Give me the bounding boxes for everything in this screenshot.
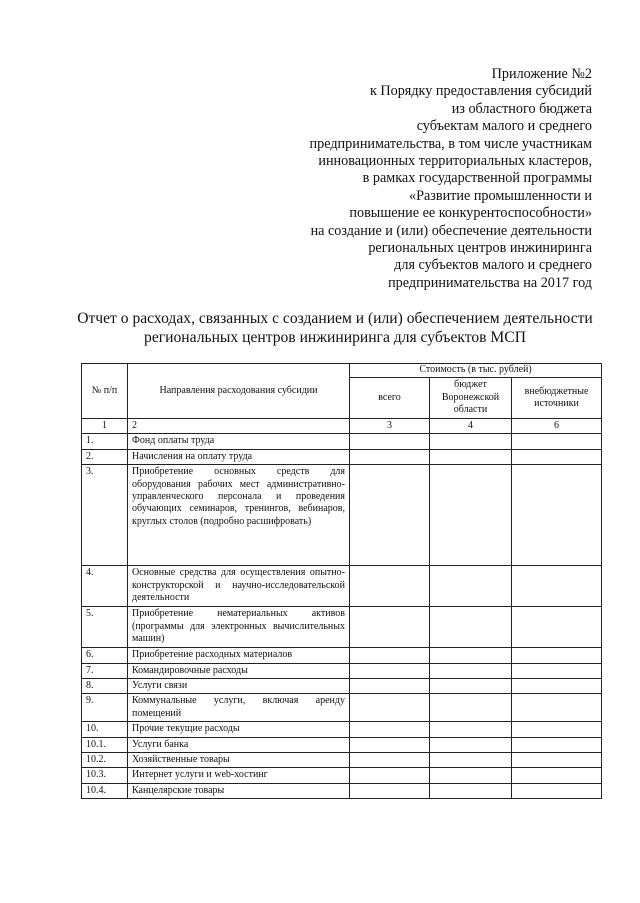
- appendix-line: на создание и (или) обеспечение деятельности: [310, 222, 592, 239]
- appendix-line: инновационных территориальных кластеров,: [318, 153, 592, 170]
- row-number: 5.: [82, 607, 128, 648]
- cell-offbudget: [512, 722, 602, 737]
- column-number: 2: [128, 419, 350, 434]
- row-number: 10.2.: [82, 753, 128, 768]
- row-number: 10.3.: [82, 768, 128, 783]
- table-row: [82, 607, 602, 648]
- column-number: 3: [350, 419, 430, 434]
- row-number: 6.: [82, 648, 128, 663]
- row-direction: Командировочные расходы: [128, 663, 350, 678]
- report-title: [70, 309, 600, 347]
- cell-offbudget: [512, 648, 602, 663]
- cell-budget: [430, 566, 512, 607]
- cell-budget: [430, 679, 512, 694]
- cell-total: [350, 663, 430, 678]
- appendix-line: «Развитие промышленности и: [409, 187, 592, 204]
- cell-total: [350, 465, 430, 566]
- cell-total: [350, 783, 430, 798]
- cell-total: [350, 753, 430, 768]
- row-number: 10.: [82, 722, 128, 737]
- table-row: [82, 449, 602, 464]
- appendix-header: [252, 66, 592, 292]
- header-num: № п/п: [82, 364, 128, 419]
- cell-total: [350, 648, 430, 663]
- row-direction: Канцелярские товары: [128, 783, 350, 798]
- row-direction: Приобретение основных средств для оборудования рабочих мест административно-управленческого персонала и проведения обучающих семинаров, тренингов, вебинаров, круглых столов (подробно расшифровать): [128, 465, 350, 566]
- row-direction: Интернет услуги и web-хостинг: [128, 768, 350, 783]
- cell-budget: [430, 768, 512, 783]
- cell-offbudget: [512, 694, 602, 722]
- row-direction: Прочие текущие расходы: [128, 722, 350, 737]
- header-budget: бюджет Воронежской области: [430, 378, 512, 419]
- cell-budget: [430, 663, 512, 678]
- table-row: [82, 722, 602, 737]
- expense-report-table: [81, 363, 602, 799]
- appendix-line: к Порядку предоставления субсидий: [369, 83, 592, 100]
- row-direction: Коммунальные услуги, включая аренду помещений: [128, 694, 350, 722]
- cell-offbudget: [512, 434, 602, 449]
- cell-offbudget: [512, 566, 602, 607]
- cell-offbudget: [512, 449, 602, 464]
- table-row: [82, 566, 602, 607]
- cell-total: [350, 679, 430, 694]
- cell-offbudget: [512, 753, 602, 768]
- row-number: 1.: [82, 434, 128, 449]
- cell-budget: [430, 694, 512, 722]
- appendix-line: предпринимательства, в том числе участникам: [309, 135, 592, 152]
- cell-total: [350, 434, 430, 449]
- cell-offbudget: [512, 768, 602, 783]
- row-direction: Приобретение нематериальных активов (программы для электронных вычислительных машин): [128, 607, 350, 648]
- row-direction: Хозяйственные товары: [128, 753, 350, 768]
- cell-budget: [430, 737, 512, 752]
- row-number: 2.: [82, 449, 128, 464]
- cell-offbudget: [512, 737, 602, 752]
- column-number: 6: [512, 419, 602, 434]
- table-row: [82, 768, 602, 783]
- cell-offbudget: [512, 783, 602, 798]
- header-direction: Направления расходования субсидии: [128, 364, 350, 419]
- cell-offbudget: [512, 607, 602, 648]
- appendix-line: для субъектов малого и среднего: [394, 257, 592, 274]
- cell-total: [350, 566, 430, 607]
- cell-total: [350, 768, 430, 783]
- row-number: 8.: [82, 679, 128, 694]
- cell-budget: [430, 753, 512, 768]
- appendix-line: Приложение №2: [491, 66, 592, 82]
- cell-budget: [430, 783, 512, 798]
- table-row: [82, 679, 602, 694]
- table-row: [82, 648, 602, 663]
- cell-budget: [430, 648, 512, 663]
- column-number-row: [82, 419, 602, 434]
- row-direction: Услуги банка: [128, 737, 350, 752]
- appendix-line: повышение ее конкурентоспособности»: [349, 205, 592, 222]
- table-row: [82, 663, 602, 678]
- appendix-line: предпринимательства на 2017 год: [388, 274, 592, 291]
- cell-total: [350, 722, 430, 737]
- table-header-row: [82, 364, 602, 378]
- column-number: 1: [82, 419, 128, 434]
- appendix-line: региональных центров инжиниринга: [368, 240, 592, 257]
- column-number: 4: [430, 419, 512, 434]
- cell-offbudget: [512, 679, 602, 694]
- appendix-line: из областного бюджета: [451, 100, 592, 117]
- cell-total: [350, 737, 430, 752]
- table-row: [82, 783, 602, 798]
- appendix-line: субъектам малого и среднего: [416, 118, 592, 135]
- header-offbudget: внебюджетные источники: [512, 378, 602, 419]
- cell-budget: [430, 607, 512, 648]
- header-total: всего: [350, 378, 430, 419]
- header-cost: Стоимость (в тыс. рублей): [350, 364, 602, 378]
- row-direction: Приобретение расходных материалов: [128, 648, 350, 663]
- cell-total: [350, 694, 430, 722]
- table-row: [82, 465, 602, 566]
- row-number: 3.: [82, 465, 128, 566]
- cell-budget: [430, 465, 512, 566]
- table-row: [82, 753, 602, 768]
- row-direction: Начисления на оплату труда: [128, 449, 350, 464]
- row-direction: Фонд оплаты труда: [128, 434, 350, 449]
- cell-budget: [430, 434, 512, 449]
- row-number: 7.: [82, 663, 128, 678]
- cell-budget: [430, 449, 512, 464]
- row-number: 10.4.: [82, 783, 128, 798]
- table-row: [82, 694, 602, 722]
- row-number: 10.1.: [82, 737, 128, 752]
- row-number: 9.: [82, 694, 128, 722]
- cell-total: [350, 607, 430, 648]
- report-title-line: региональных центров инжиниринга для субъектов МСП: [144, 329, 526, 346]
- row-direction: Основные средства для осуществления опытно-конструкторской и научно-исследовательской деятельности: [128, 566, 350, 607]
- cell-budget: [430, 722, 512, 737]
- cell-total: [350, 449, 430, 464]
- row-number: 4.: [82, 566, 128, 607]
- report-title-line: Отчет о расходах, связанных с созданием и (или) обеспечением деятельности: [77, 310, 593, 327]
- row-direction: Услуги связи: [128, 679, 350, 694]
- table-row: [82, 737, 602, 752]
- cell-offbudget: [512, 465, 602, 566]
- table-row: [82, 434, 602, 449]
- cell-offbudget: [512, 663, 602, 678]
- appendix-line: в рамках государственной программы: [362, 170, 592, 187]
